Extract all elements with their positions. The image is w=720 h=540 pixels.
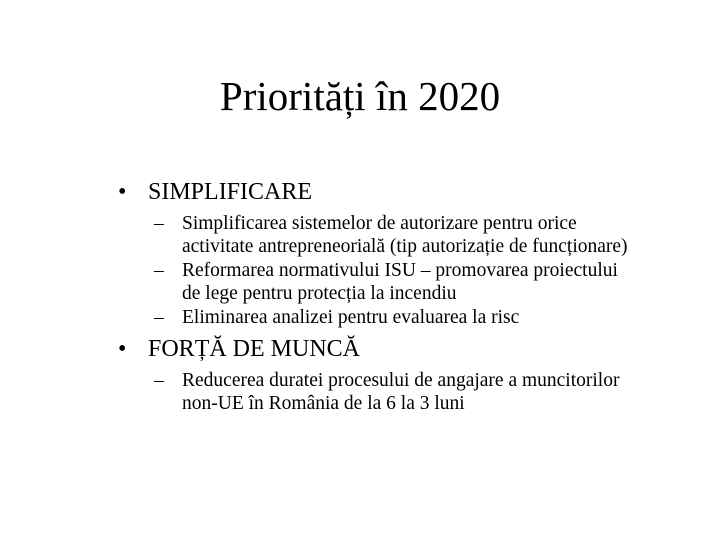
slide-title: Priorități în 2020 (219, 73, 501, 119)
sub-list-simplificare (118, 212, 638, 329)
sub-item-text: Reformarea normativului ISU – promovarea proiectului de lege pentru protecția la incendiu (182, 260, 618, 304)
bullet-simplificare (118, 176, 638, 208)
dash-icon: – (154, 213, 164, 234)
sub-item (118, 212, 638, 258)
sub-list-forta-de-munca (118, 369, 638, 415)
dash-icon: – (154, 260, 164, 281)
slide-content (118, 176, 638, 415)
sub-item-text: Simplificarea sistemelor de autorizare pentru orice activitate antrepreneorială (tip autorizație de funcționare) (182, 213, 628, 257)
dash-icon: – (154, 307, 164, 328)
bullet-dot-icon: • (118, 179, 127, 205)
sub-item (118, 259, 638, 305)
bullet-heading: SIMPLIFICARE (148, 179, 313, 205)
bullet-forta-de-munca (118, 333, 638, 365)
sub-item (118, 306, 638, 329)
sub-item (118, 369, 638, 415)
sub-item-text: Eliminarea analizei pentru evaluarea la risc (182, 307, 520, 328)
bullet-heading: FORȚĂ DE MUNCĂ (148, 336, 361, 362)
sub-item-text: Reducerea duratei procesului de angajare a muncitorilor non-UE în România de la 6 la 3 luni (182, 370, 620, 414)
dash-icon: – (154, 370, 164, 391)
bullet-dot-icon: • (118, 336, 127, 362)
